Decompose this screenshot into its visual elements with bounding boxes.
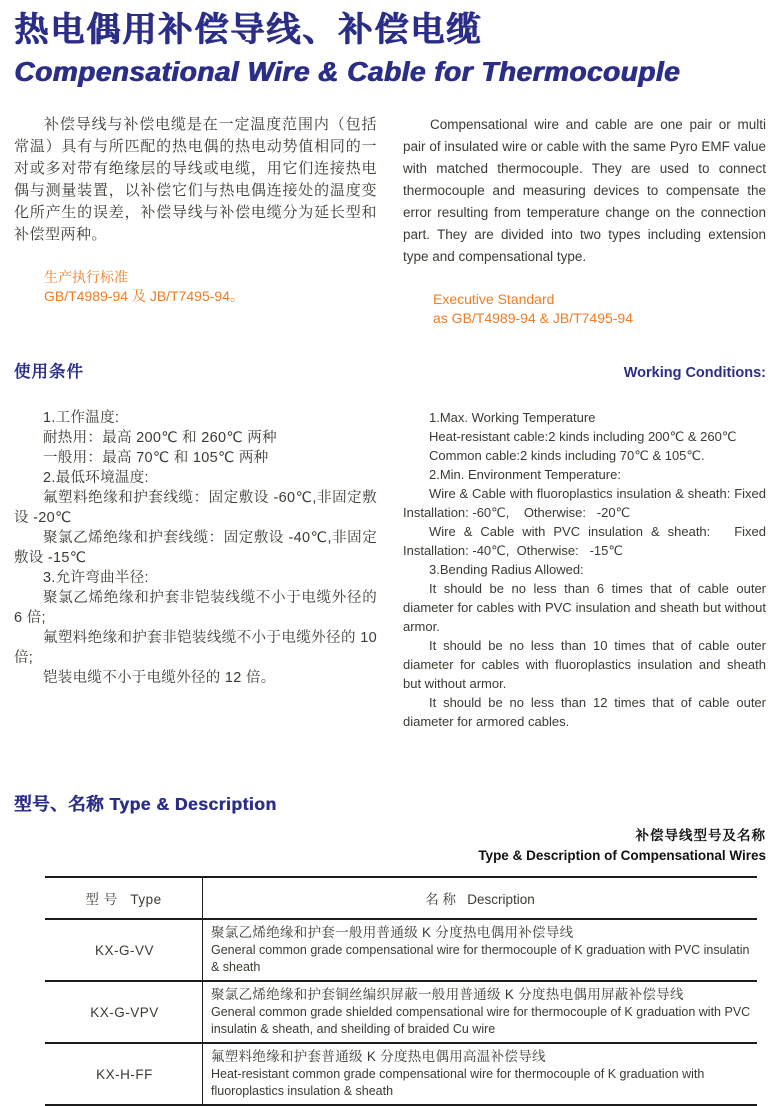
table-row [45, 919, 757, 981]
conditions-list-zh [14, 408, 377, 731]
table-subheading [14, 826, 766, 866]
standard-value-zh: GB/T4989-94 及 JB/T7495-94。 [44, 288, 244, 304]
standard-label-en: Executive Standard [433, 291, 555, 307]
description-en: General common grade shielded compensational wire for thermocouple of K graduation with PVC insulatin & sheath, and sheilding of braided Cu wire [211, 1005, 751, 1036]
standard-label-zh: 生产执行标准 [44, 269, 128, 285]
table-row [45, 981, 757, 1043]
description-zh: 聚氯乙烯绝缘和护套一般用普通级 K 分度热电偶用补偿导线 [211, 925, 574, 940]
condition-item: 2.Min. Environment Temperature: [429, 467, 621, 482]
intro-column-zh [14, 114, 377, 328]
working-conditions-headers [14, 358, 766, 382]
condition-item: Common cable:2 kinds including 70℃ & 105℃. [429, 448, 705, 463]
condition-item: 3.Bending Radius Allowed: [429, 562, 584, 577]
intro-paragraph-zh: 补偿导线与补偿电缆是在一定温度范围内（包括常温）具有与所匹配的热电偶的热电动势值相同的一对或多对带有绝缘层的导线或电缆，用它们连接热电偶与测量装置，以补偿它们与热电偶连接处的温度变化所产生的误差，补偿导线与补偿电缆分为延长型和补偿型两种。 [14, 116, 377, 243]
intro-section [14, 114, 766, 328]
description-en: Heat-resistant common grade compensational wire for thermocouple of K graduation with fluoroplastics insulation & sheath [211, 1067, 705, 1098]
executive-standard-zh [44, 268, 377, 306]
condition-item: Wire & Cable with fluoroplastics insulation & sheath: Fixed Installation: -60℃, Otherwise: -20℃ [403, 486, 766, 520]
type-code: KX-G-VPV [45, 981, 203, 1043]
condition-item: 1.Max. Working Temperature [429, 410, 596, 425]
conditions-list-en [403, 408, 766, 731]
condition-item: It should be no less than 10 times that of cable outer diameter for cables with fluoroplastics insulation and sheath but without armor. [403, 638, 766, 691]
table-row [45, 1043, 757, 1105]
condition-item: 聚氯乙烯绝缘和护套非铠装线缆不小于电缆外径的 6 倍; [14, 590, 377, 626]
table-header-row [45, 877, 757, 919]
type-code: KX-H-FF [45, 1043, 203, 1105]
standard-value-en: as GB/T4989-94 & JB/T7495-94 [433, 310, 633, 326]
condition-item: It should be no less than 6 times that of cable outer diameter for cables with PVC insulation and sheath but without armor. [403, 581, 766, 634]
working-conditions-heading-zh: 使用条件 [14, 363, 84, 381]
description-zh: 氟塑料绝缘和护套普通级 K 分度热电偶用高温补偿导线 [211, 1049, 546, 1064]
table-subheading-zh: 补偿导线型号及名称 [635, 828, 766, 843]
working-conditions-heading-en: Working Conditions: [623, 365, 766, 381]
working-conditions-body [14, 408, 766, 731]
intro-column-en [403, 114, 766, 328]
description-column-header: 名 称 Description [203, 877, 758, 919]
description-en: General common grade compensational wire for thermocouple of K graduation with PVC insulatin & sheath [211, 943, 750, 974]
types-table [45, 876, 757, 1106]
condition-item: 3.允许弯曲半径: [43, 570, 149, 586]
description-zh: 聚氯乙烯绝缘和护套铜丝编织屏蔽一般用普通级 K 分度热电偶用屏蔽补偿导线 [211, 987, 684, 1002]
condition-item: Heat-resistant cable:2 kinds including 200℃ & 260℃ [429, 429, 737, 444]
page-title-en: Compensational Wire & Cable for Thermocouple [14, 56, 680, 87]
type-description-cell [203, 981, 758, 1043]
condition-item: 耐热用：最高 200℃ 和 260℃ 两种 [43, 430, 277, 446]
condition-item: It should be no less than 12 times that of cable outer diameter for armored cables. [403, 695, 766, 729]
condition-item: 氟塑料绝缘和护套非铠装线缆不小于电缆外径的 10 倍; [14, 630, 377, 666]
type-description-cell [203, 1043, 758, 1105]
table-subheading-en: Type & Description of Compensational Wires [478, 848, 766, 863]
page-title-zh: 热电偶用补偿导线、补偿电缆 [14, 11, 482, 49]
type-column-header: 型 号 Type [45, 877, 203, 919]
condition-item: 氟塑料绝缘和护套线缆：固定敷设 -60℃,非固定敷设 -20℃ [14, 490, 377, 526]
type-code: KX-G-VV [45, 919, 203, 981]
condition-item: 一般用：最高 70℃ 和 105℃ 两种 [43, 450, 269, 466]
type-description-heading: 型号、名称 Type & Description [14, 794, 277, 814]
executive-standard-en [433, 290, 766, 328]
type-description-cell [203, 919, 758, 981]
condition-item: 1.工作温度: [43, 410, 120, 426]
condition-item: Wire & Cable with PVC insulation & sheath: Fixed Installation: -40℃, Otherwise: -15℃ [403, 524, 766, 558]
condition-item: 聚氯乙烯绝缘和护套线缆：固定敷设 -40℃,非固定敷设 -15℃ [14, 530, 377, 566]
condition-item: 铠装电缆不小于电缆外径的 12 倍。 [43, 670, 276, 686]
condition-item: 2.最低环境温度: [43, 470, 149, 486]
intro-paragraph-en: Compensational wire and cable are one pair or multi pair of insulated wire or cable with the same Pyro EMF value with matched thermocouple. They are used to connect thermocouple and measuring devices to compensate the error resulting from temperature change on the connection part. They are divided into two types including extension type and compensational type. [403, 117, 766, 264]
